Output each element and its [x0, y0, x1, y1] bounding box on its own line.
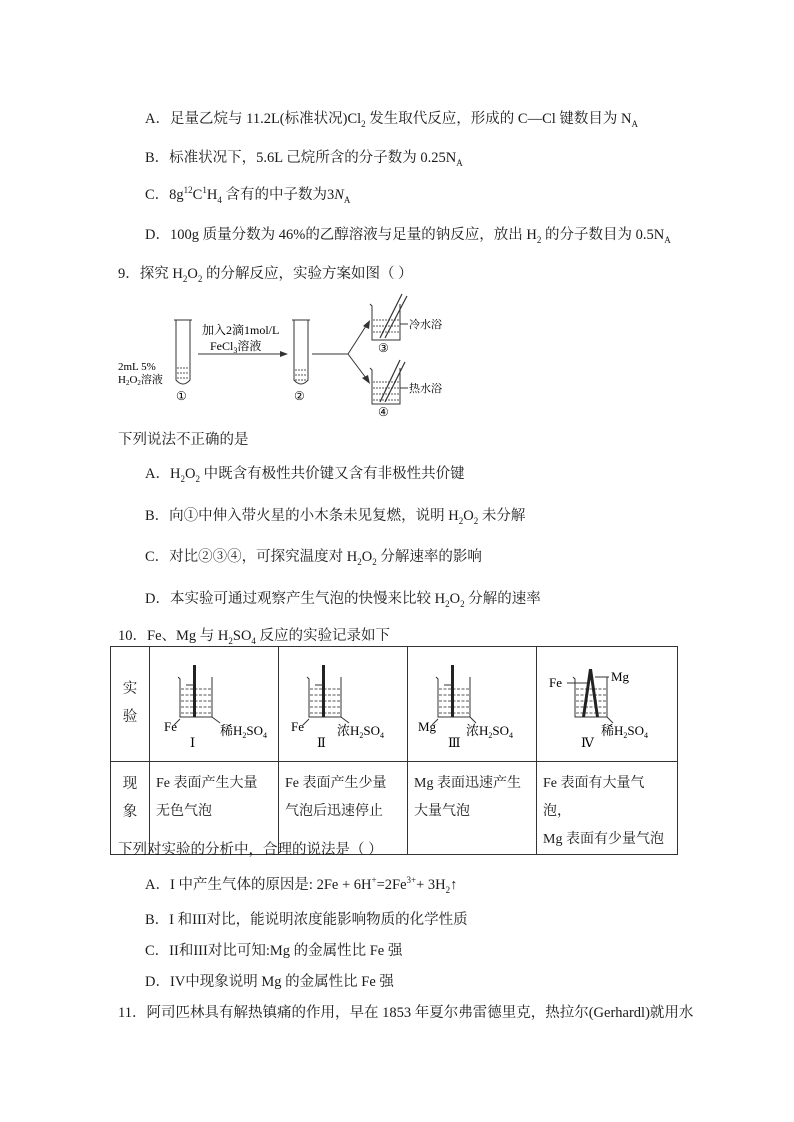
header-observation-text: 现 象	[122, 776, 138, 820]
svg-text:Fe: Fe	[164, 719, 177, 734]
setup-cell-2	[279, 647, 408, 762]
q9-option-c: C．对比②③④，可探究温度对 $H_2O_2$ 分解速率的影响	[145, 549, 482, 567]
svg-text:Ⅳ: Ⅳ	[581, 735, 594, 750]
q8-option-a: A．足量乙烷与 11.2L(标准状况)$Cl_2$ 发生取代反应，形成的 C—Cl 键数目为 $N_A$	[145, 111, 639, 129]
svg-text:Ⅰ: Ⅰ	[190, 735, 196, 750]
q9-option-a: A．$H_2O_2$ 中既含有极性共价键又含有非极性共价键	[145, 466, 465, 484]
q10-option-b: B．I 和III对比，能说明浓度能影响物质的化学性质	[145, 912, 468, 928]
table-row-setup	[111, 647, 678, 762]
svg-text:Fe: Fe	[549, 675, 562, 690]
svg-text:Fe: Fe	[291, 719, 304, 734]
q9-stem: 9．探究 $H_2O_2$ 的分解反应，实验方案如图（ ）	[118, 266, 413, 284]
q10-option-a: A．I 中产生气体的原因是: $2Fe + 6H^+=2Fe^{3+}+$ $3H_2↑$	[145, 875, 458, 895]
q8-option-b: B．标准状况下，5.6L 己烷所含的分子数为 $0.25N_A$	[145, 150, 463, 168]
beaker-diagram-1	[150, 647, 278, 761]
svg-text:Mg: Mg	[611, 669, 630, 684]
observation-cell-4: Fe 表面有大量气泡， Mg 表面有少量气泡	[537, 762, 678, 855]
observation-cell-3: Mg 表面迅速产生 大量气泡	[408, 762, 537, 855]
beaker-4-hot	[370, 360, 408, 404]
q9-experiment-diagram	[110, 290, 470, 420]
svg-text:稀H2SO4: 稀$H_2SO_4$	[220, 723, 268, 740]
q8-option-c: C．$8g^{12}C^1H_4$ 含有的中子数为$3N_A$	[145, 185, 351, 205]
beaker-3-cold	[370, 294, 408, 340]
q10-prompt: 下列对实验的分析中，合理的说法是（ ）	[118, 842, 383, 858]
test-tube-1	[174, 320, 192, 384]
beaker-diagram-3	[408, 647, 536, 761]
tube-1-label: ①	[176, 389, 187, 403]
hot-bath-label: 热水浴	[409, 383, 442, 395]
q10-experiment-table	[110, 646, 678, 855]
q9-prompt: 下列说法不正确的是	[118, 432, 249, 448]
beaker-diagram-4	[537, 647, 677, 761]
solution-label-line1: 2mL 5%	[118, 361, 156, 373]
split-arrows	[312, 320, 370, 384]
observation-cell-1: Fe 表面产生大量 无色气泡	[150, 762, 279, 855]
svg-text:浓H2SO4: 浓$H_2SO_4$	[337, 723, 385, 740]
beaker-diagram-2	[279, 647, 407, 761]
svg-text:Ⅱ: Ⅱ	[317, 735, 326, 750]
tube-2-label: ②	[294, 389, 305, 403]
tube-3-label: ③	[378, 341, 389, 355]
setup-cell-4	[537, 647, 678, 762]
test-tube-2	[292, 320, 310, 384]
svg-text:Ⅲ: Ⅲ	[448, 735, 461, 750]
svg-text:浓H2SO4: 浓$H_2SO_4$	[466, 723, 514, 740]
header-experiment-text: 实 验	[122, 681, 138, 725]
observation-cell-2: Fe 表面产生少量 气泡后迅速停止	[279, 762, 408, 855]
solution-label-line2: H2O2溶液	[118, 374, 163, 387]
setup-cell-1	[150, 647, 279, 762]
cold-bath-label: 冷水浴	[409, 319, 442, 331]
tube-4-label: ④	[378, 405, 389, 419]
q9-option-b: B．向①中伸入带火星的小木条未见复燃，说明 $H_2O_2$ 未分解	[145, 508, 526, 526]
svg-text:Mg: Mg	[418, 719, 437, 734]
header-experiment	[111, 647, 150, 762]
q10-option-c: C．II和III对比可知:Mg 的金属性比 Fe 强	[145, 943, 403, 959]
q10-option-d: D．IV中现象说明 Mg 的金属性比 Fe 强	[145, 974, 394, 990]
setup-cell-3	[408, 647, 537, 762]
q8-option-d: D．100g 质量分数为 46%的乙醇溶液与足量的钠反应，放出 $H_2$ 的分子数目为 $0.5N_A$	[145, 227, 671, 245]
q10-stem: 10．Fe、Mg 与 $H_2SO_4$ 反应的实验记录如下	[118, 628, 391, 646]
reagent-label-line2: FeCl$_3$溶液	[210, 339, 262, 355]
q9-option-d: D．本实验可通过观察产生气泡的快慢来比较 $H_2O_2$ 分解的速率	[145, 591, 541, 609]
svg-text:稀H2SO4: 稀$H_2SO_4$	[601, 723, 649, 740]
q11-stem: 11．阿司匹林具有解热镇痛的作用，早在 1853 年夏尔弗雷德里克，热拉尔(Gerhardl)就用水	[118, 1005, 694, 1021]
reagent-label-line1: 加入2滴1mol/L	[202, 323, 280, 337]
